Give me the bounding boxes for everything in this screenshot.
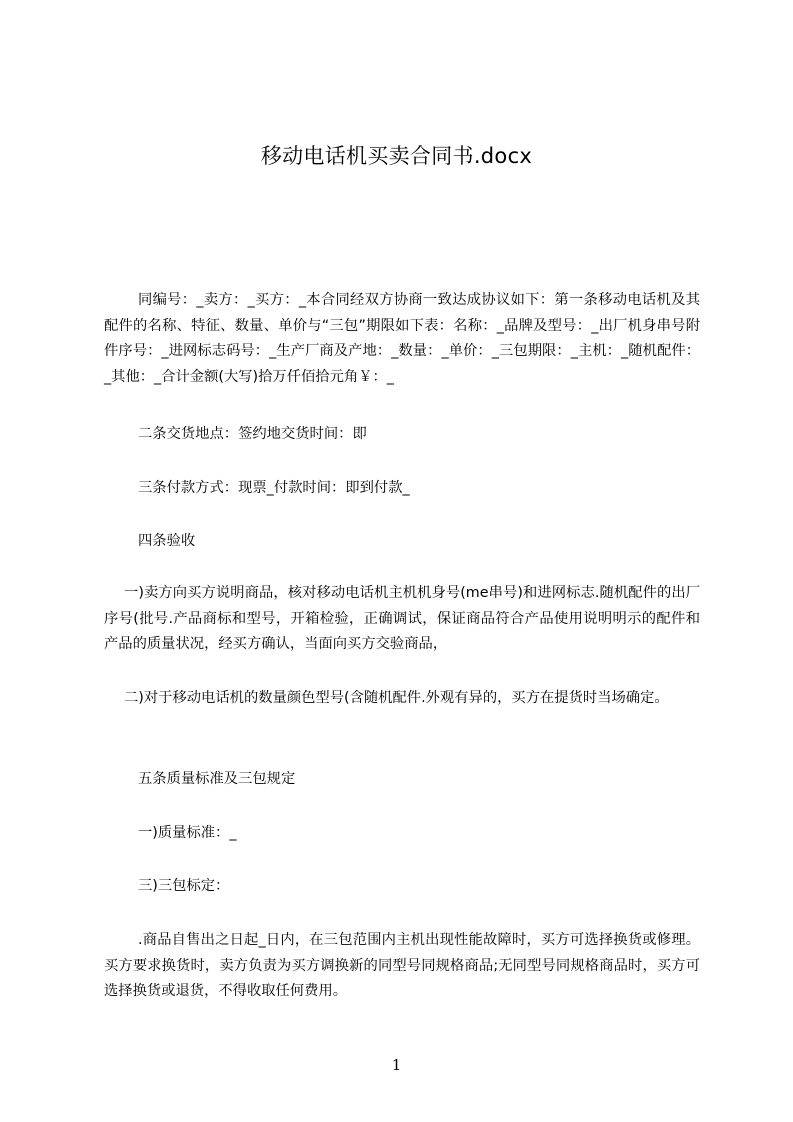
paragraph-inspection-2: 二)对于移动电话机的数量颜色型号(含随机配件.外观有异的，买方在提货时当场确定。 [124, 690, 669, 706]
paragraph-article-3: 三条付款方式：现票_付款时间：即到付款_ [138, 480, 410, 496]
paragraph-article-5-heading: 五条质量标准及三包规定 [138, 771, 296, 787]
paragraph-three-guarantees-detail: .商品自售出之日起_日内，在三包范围内主机出现性能故障时，买方可选择换货或修理。买方要求换货时，卖方负责为买方调换新的同型号同规格商品;无同型号同规格商品时，买方可选择换货或退货，不得收取任何费用。 [104, 932, 700, 999]
paragraph-contract-intro: 同编号：_卖方：_买方：_本合同经双方协商一致达成协议如下：第一条移动电话机及其配件的名称、特征、数量、单价与“三包”期限如下表：名称：_品牌及型号：_出厂机身串号附件序号：_进网标志码号：_生产厂商及产地：_数量：_单价：_三包期限：_主机：_随机配件：_其他：_合计金额(大写)拾万仟佰拾元角￥：_ [104, 292, 700, 385]
page-number: 1 [391, 1056, 402, 1074]
document-title: 移动电话机买卖合同书.docx [260, 144, 533, 168]
paragraph-inspection-1: 一)卖方向买方说明商品，核对移动电话机主机机身号(me串号)和进网标志.随机配件的出厂序号(批号.产品商标和型号，开箱检验，正确调试，保证商品符合产品使用说明明示的配件和产品的质量状况，经买方确认，当面向买方交验商品， [104, 585, 700, 652]
paragraph-three-guarantees-heading: 三)三包标定： [138, 878, 230, 894]
paragraph-article-2: 二条交货地点：签约地交货时间：即 [138, 426, 367, 442]
paragraph-article-4-heading: 四条验收 [138, 533, 196, 549]
paragraph-quality-standard: 一)质量标准：_ [138, 825, 237, 841]
